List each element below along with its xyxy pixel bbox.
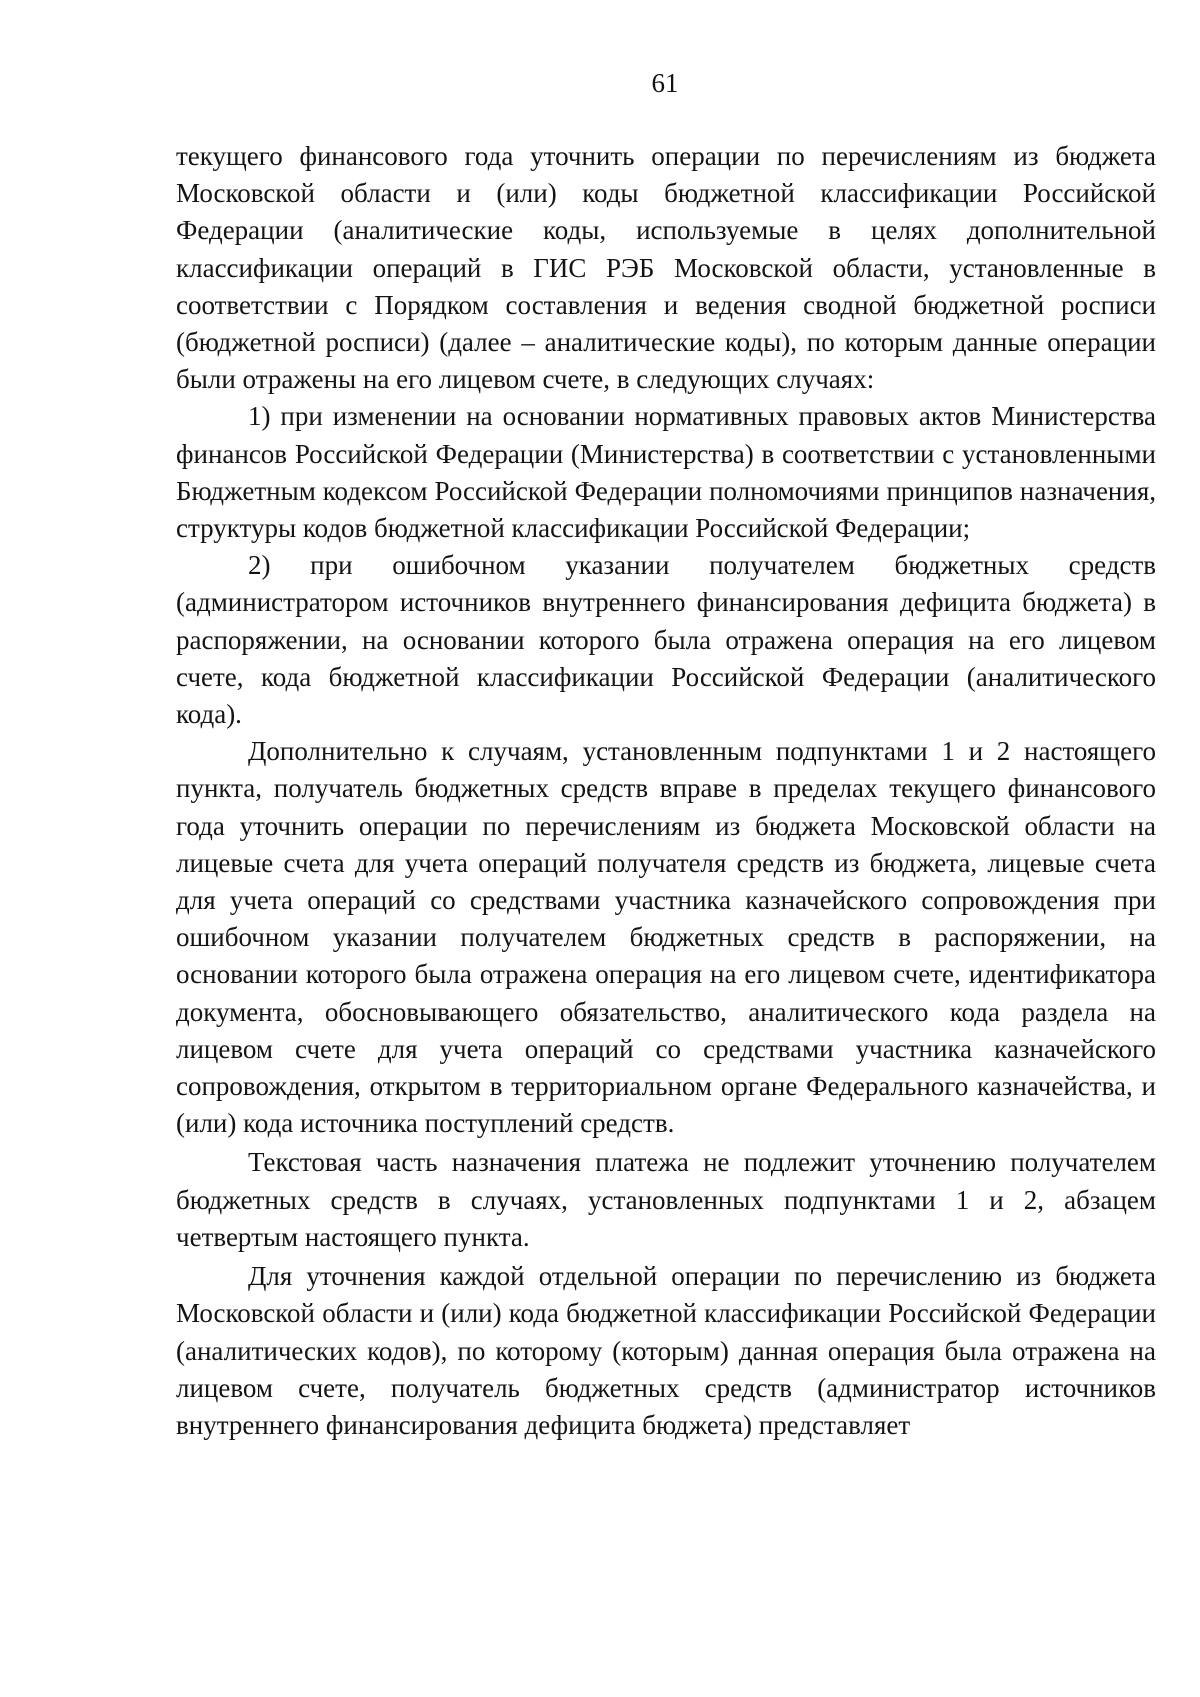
paragraph-subitem-1: 1) при изменении на основании нормативных правовых актов Министерства финансов Российской Федерации (Министерства) в соответствии с установленными Бюджетным кодексом Российской Федерации полномочиями принципов назначения, структуры кодов бюджетной классификации Российской Федерации;	[176, 401, 1156, 544]
paragraph-additional-cases: Дополнительно к случаям, установленным подпунктами 1 и 2 настоящего пункта, получатель бюджетных средств вправе в пределах текущего финансового года уточнить операции по перечислениям из бюджета Московской области на лицевые счета для учета операций получателя средств из бюджета, лицевые счета для учета операций со средствами участника казначейского сопровождения при ошибочном указании получателем бюджетных средств в распоряжении, на основании которого была отражена операция на его лицевом счете, идентификатора документа, обосновывающего обязательство, аналитического кода раздела на лицевом счете для учета операций со средствами участника казначейского сопровождения, открытом в территориальном органе Федерального казначейства, и (или) кода источника поступлений средств.	[176, 736, 1156, 1139]
paragraph-clarification-procedure: Для уточнения каждой отдельной операции по перечислению из бюджета Московской области и (или) кода бюджетной классификации Российской Федерации (аналитических кодов), по которому (которым) данная операция была отражена на лицевом счете, получатель бюджетных средств (администратор источников внутреннего финансирования дефицита бюджета) представляет	[176, 1261, 1156, 1440]
paragraph-continuation: текущего финансового года уточнить операции по перечислениям из бюджета Московской области и (или) коды бюджетной классификации Российской Федерации (аналитические коды, используемые в целях дополнительной классификации операций в ГИС РЭБ Московской области, установленные в соответствии с Порядком составления и ведения сводной бюджетной росписи (бюджетной росписи) (далее – аналитические коды), по которым данные операции были отражены на его лицевом счете, в следующих случаях:	[176, 141, 1156, 395]
document-body	[176, 138, 1156, 1444]
paragraph-subitem-2: 2) при ошибочном указании получателем бюджетных средств (администратором источников внутреннего финансирования дефицита бюджета) в распоряжении, на основании которого была отражена операция на его лицевом счете, кода бюджетной классификации Российской Федерации (аналитического кода).	[176, 550, 1156, 730]
paragraph-payment-purpose: Текстовая часть назначения платежа не подлежит уточнению получателем бюджетных средств в случаях, установленных подпунктами 1 и 2, абзацем четвертым настоящего пункта.	[176, 1147, 1156, 1252]
page-number: 61	[651, 68, 679, 98]
